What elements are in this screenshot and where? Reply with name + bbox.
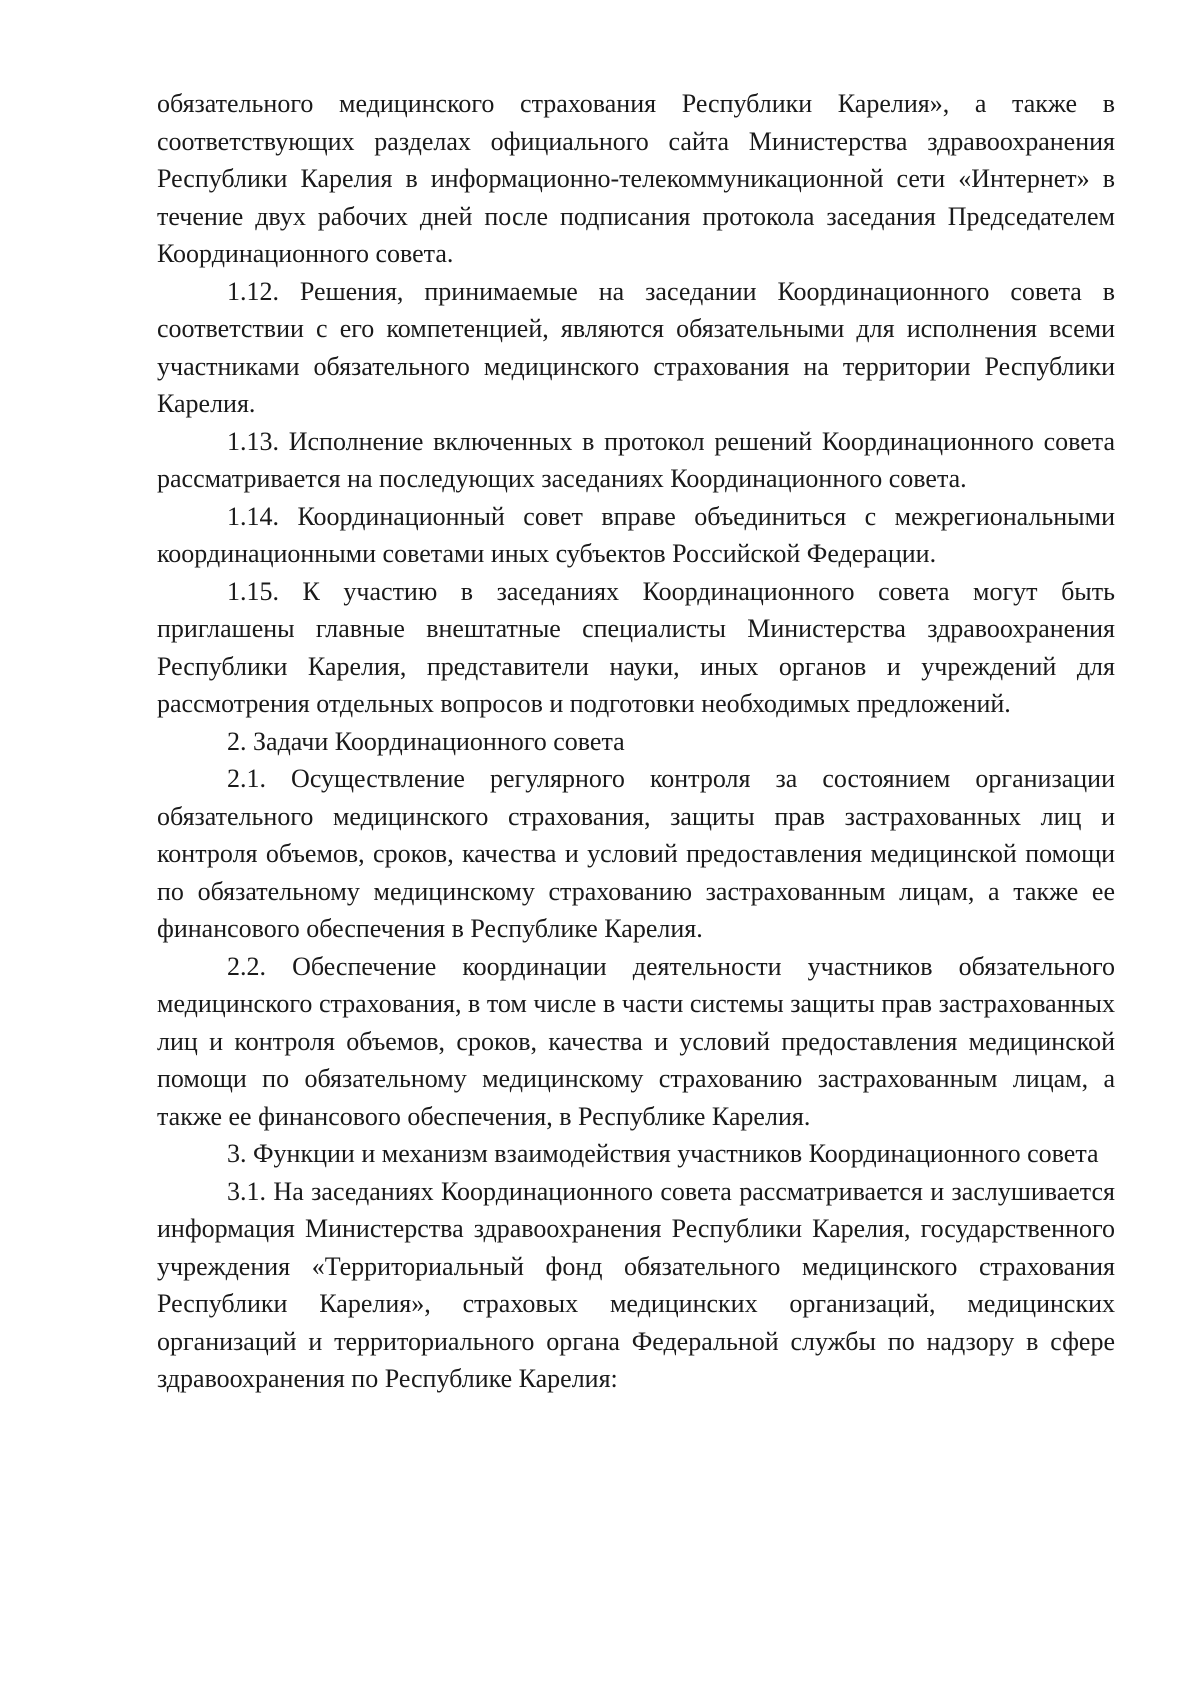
paragraph-1-12: 1.12. Решения, принимаемые на заседании Координационного совета в соответствии с его компетенцией, являются обязательными для исполнения всеми участниками обязательного медицинского страхования на территории Республики Карелия. [157,276,1115,418]
paragraph-3-1: 3.1. На заседаниях Координационного совета рассматривается и заслушивается информация Министерства здравоохранения Республики Карелия, государственного учреждения «Территориальный фонд обязательного медицинского страхования Республики Карелия», страховых медицинских организаций, медицинских организаций и территориального органа Федеральной службы по надзору в сфере здравоохранения по Республике Карелия: [157,1176,1115,1393]
paragraph-1-14: 1.14. Координационный совет вправе объединиться с межрегиональными координационными советами иных субъектов Российской Федерации. [157,501,1115,568]
paragraph-continuation: обязательного медицинского страхования Республики Карелия», а также в соответствующих разделах официального сайта Министерства здравоохранения Республики Карелия в информационно-телекоммуникационной сети «Интернет» в течение двух рабочих дней после подписания протокола заседания Председателем Координационного совета. [157,89,1115,268]
paragraph-2-1: 2.1. Осуществление регулярного контроля за состоянием организации обязательного медицинского страхования, защиты прав застрахованных лиц и контроля объемов, сроков, качества и условий предоставления медицинской помощи по обязательному медицинскому страхованию застрахованным лицам, а также ее финансового обеспечения в Республике Карелия. [157,764,1115,943]
section-heading-3: 3. Функции и механизм взаимодействия участников Координационного совета [227,1139,1099,1168]
document-body [157,85,1115,1398]
paragraph-1-15: 1.15. К участию в заседаниях Координационного совета могут быть приглашены главные внештатные специалисты Министерства здравоохранения Республики Карелия, представители науки, иных органов и учреждений для рассмотрения отдельных вопросов и подготовки необходимых предложений. [157,576,1115,718]
section-heading-2: 2. Задачи Координационного совета [227,726,625,756]
paragraph-1-13: 1.13. Исполнение включенных в протокол решений Координационного совета рассматривается на последующих заседаниях Координационного совета. [157,426,1115,493]
paragraph-2-2: 2.2. Обеспечение координации деятельности участников обязательного медицинского страхования, в том числе в части системы защиты прав застрахованных лиц и контроля объемов, сроков, качества и условий предоставления медицинской помощи по обязательному медицинскому страхованию застрахованным лицам, а также ее финансового обеспечения, в Республике Карелия. [157,951,1115,1131]
